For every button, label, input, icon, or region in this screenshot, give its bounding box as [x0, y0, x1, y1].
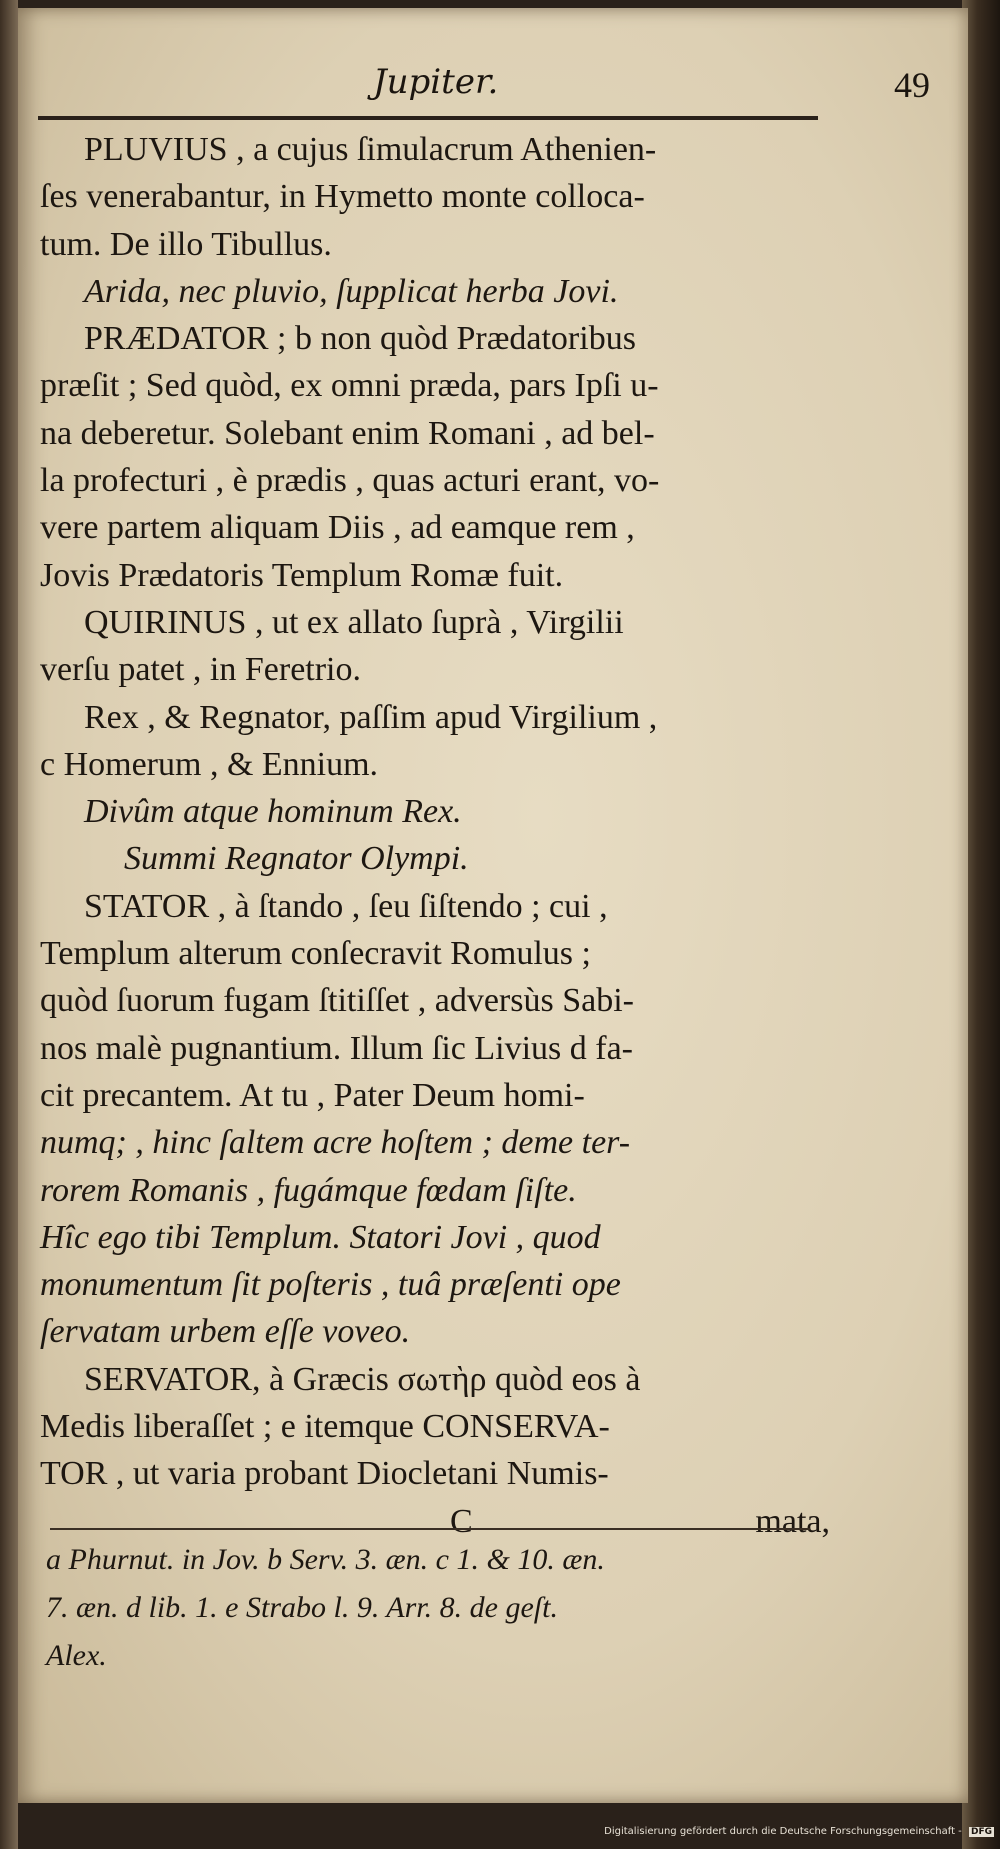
text-line: SERVATOR, à Græcis σωτὴρ quòd eos à — [84, 1360, 641, 1398]
credit-text: Digitalisierung gefördert durch die Deutsche Forschungsgemeinschaft - — [604, 1826, 962, 1837]
text-line: TOR , ut varia probant Diocletani Numis- — [40, 1455, 609, 1493]
page-header — [38, 58, 938, 118]
signature-mark: C — [450, 1502, 473, 1540]
text-line: rorem Romanis , fugámque fœdam ſiſte. — [40, 1171, 577, 1209]
main-text — [40, 126, 830, 1545]
text-line: PLUVIUS , a cujus ſimulacrum Athenien- — [84, 131, 657, 168]
text-line: cit precantem. At tu , Pater Deum homi- — [40, 1076, 585, 1114]
text-line: monumentum ſit poſteris , tuâ præſenti ope — [40, 1266, 621, 1304]
footnote-line: 7. æn. d lib. 1. e Strabo l. 9. Arr. 8. de geſt. — [46, 1591, 558, 1624]
catchword: mata, — [755, 1502, 830, 1540]
text-line: ſervatam urbem eſſe voveo. — [40, 1313, 411, 1351]
text-line: la profecturi , è prædis , quas acturi erant, vo- — [40, 462, 660, 500]
text-line: numq; , hinc ſaltem acre hoſtem ; deme ter- — [40, 1124, 631, 1162]
header-rule — [38, 116, 818, 120]
text-line: PRÆDATOR ; b non quòd Prædatoribus — [84, 320, 636, 358]
page-number: 49 — [894, 65, 930, 105]
text-line: Hîc ego tibi Templum. Statori Jovi , quod — [40, 1218, 601, 1256]
text-line: Jovis Prædatoris Templum Romæ fuit. — [40, 556, 564, 594]
text-line: ſes venerabantur, in Hymetto monte colloca- — [40, 178, 645, 216]
text-line: præſit ; Sed quòd, ex omni præda, pars Ipſi u- — [40, 367, 659, 405]
footnote-rule — [50, 1528, 810, 1530]
text-line: tum. De illo Tibullus. — [40, 225, 332, 263]
dfg-logo: DFG — [970, 1827, 992, 1837]
text-line: verſu patet , in Feretrio. — [40, 651, 362, 689]
text-line: Rex , & Regnator, paſſim apud Virgilium , — [84, 698, 658, 736]
text-line: nos malè pugnantium. Illum ſic Livius d fa- — [40, 1029, 634, 1067]
footnote-line: a Phurnut. in Jov. b Serv. 3. æn. c 1. & 10. æn. — [46, 1543, 605, 1576]
text-line: quòd ſuorum fugam ſtitiſſet , adversùs Sabi- — [40, 982, 634, 1020]
book-gutter — [0, 0, 18, 1849]
text-line: Divûm atque hominum Rex. — [84, 793, 462, 831]
text-line: Arida, nec pluvio, ſupplicat herba Jovi. — [84, 272, 619, 310]
footnote-line: Alex. — [46, 1639, 107, 1672]
text-line: Templum alterum conſecravit Romulus ; — [40, 935, 591, 973]
footnotes — [46, 1536, 826, 1680]
text-line: vere partem aliquam Diis , ad eamque rem , — [40, 509, 635, 547]
text-line: na deberetur. Solebant enim Romani , ad bel- — [40, 414, 655, 452]
digitization-credit — [604, 1826, 994, 1837]
text-line: Medis liberaſſet ; e itemque CONSERVA- — [40, 1408, 610, 1446]
text-line: QUIRINUS , ut ex allato ſuprà , Virgilii — [84, 603, 624, 641]
text-line: c Homerum , & Ennium. — [40, 745, 379, 783]
text-line: Summi Regnator Olympi. — [124, 840, 469, 878]
book-page — [18, 8, 968, 1803]
text-line: STATOR , à ſtando , ſeu ſiſtendo ; cui , — [84, 887, 608, 925]
running-title: Jupiter. — [373, 62, 499, 102]
